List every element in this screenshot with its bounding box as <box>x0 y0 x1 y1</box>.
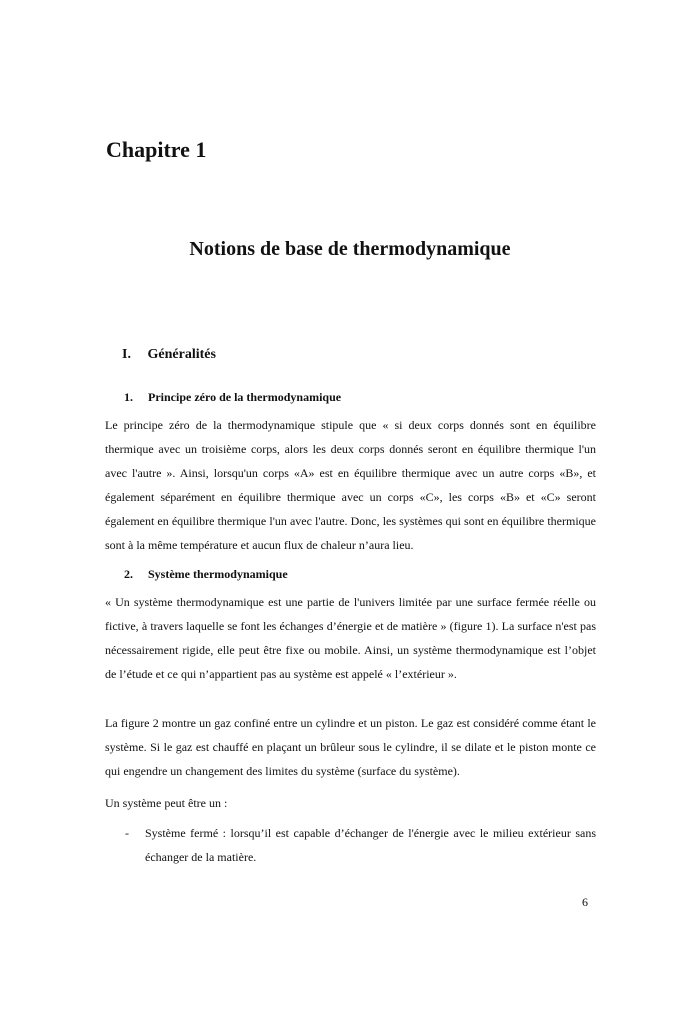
paragraph: « Un système thermodynamique est une partie de l'univers limitée par une surface fermée réelle ou fictive, à travers laquelle se font les échanges d’énergie et de matière » (figure 1). La surface n'est pas nécessairement rigide, elle peut être fixe ou mobile. Ainsi, un système thermodynamique est l’objet de l’étude et ce qui n’appartient pas au système est appelé « l’extérieur ». <box>105 595 596 681</box>
section-title: Généralités <box>147 347 216 362</box>
paragraph: Le principe zéro de la thermodynamique stipule que « si deux corps donnés sont en équilibre thermique avec un troisième corps, alors les deux corps donnés seront en équilibre thermique l'un avec l'autre ». Ainsi, lorsqu'un corps «A» est en équilibre thermique avec un autre corps «B», et également séparément en équilibre thermique avec un corps «C», les corps «B» et «C» seront également en équilibre thermique l'un avec l'autre. Donc, les systèmes qui sont en équilibre thermique sont à la même température et aucun flux de chaleur n’aura lieu. <box>105 418 596 552</box>
section-number: I. <box>122 347 131 362</box>
chapter-label: Chapitre 1 <box>106 137 207 162</box>
section-heading <box>122 347 216 363</box>
subsection-title: Système thermodynamique <box>148 567 288 581</box>
bullet-text: Système fermé : lorsqu’il est capable d’échanger de l'énergie avec le milieu extérieur sans échanger de la matière. <box>145 826 596 864</box>
subsection-heading <box>124 567 288 582</box>
page-number: 6 <box>582 895 588 909</box>
subsection-title: Principe zéro de la thermodynamique <box>148 390 342 404</box>
subsection-number: 1. <box>124 390 133 404</box>
bullet-marker: - <box>125 826 129 840</box>
paragraph: La figure 2 montre un gaz confiné entre un cylindre et un piston. Le gaz est considéré comme étant le système. Si le gaz est chauffé en plaçant un brûleur sous le cylindre, il se dilate et le piston monte ce qui engendre un changement des limites du système (surface du système). <box>105 716 596 778</box>
paragraph: Un système peut être un : <box>105 796 228 810</box>
list-item <box>105 821 596 869</box>
chapter-title: Notions de base de thermodynamique <box>189 238 511 260</box>
subsection-heading <box>124 390 341 405</box>
subsection-number: 2. <box>124 567 133 581</box>
